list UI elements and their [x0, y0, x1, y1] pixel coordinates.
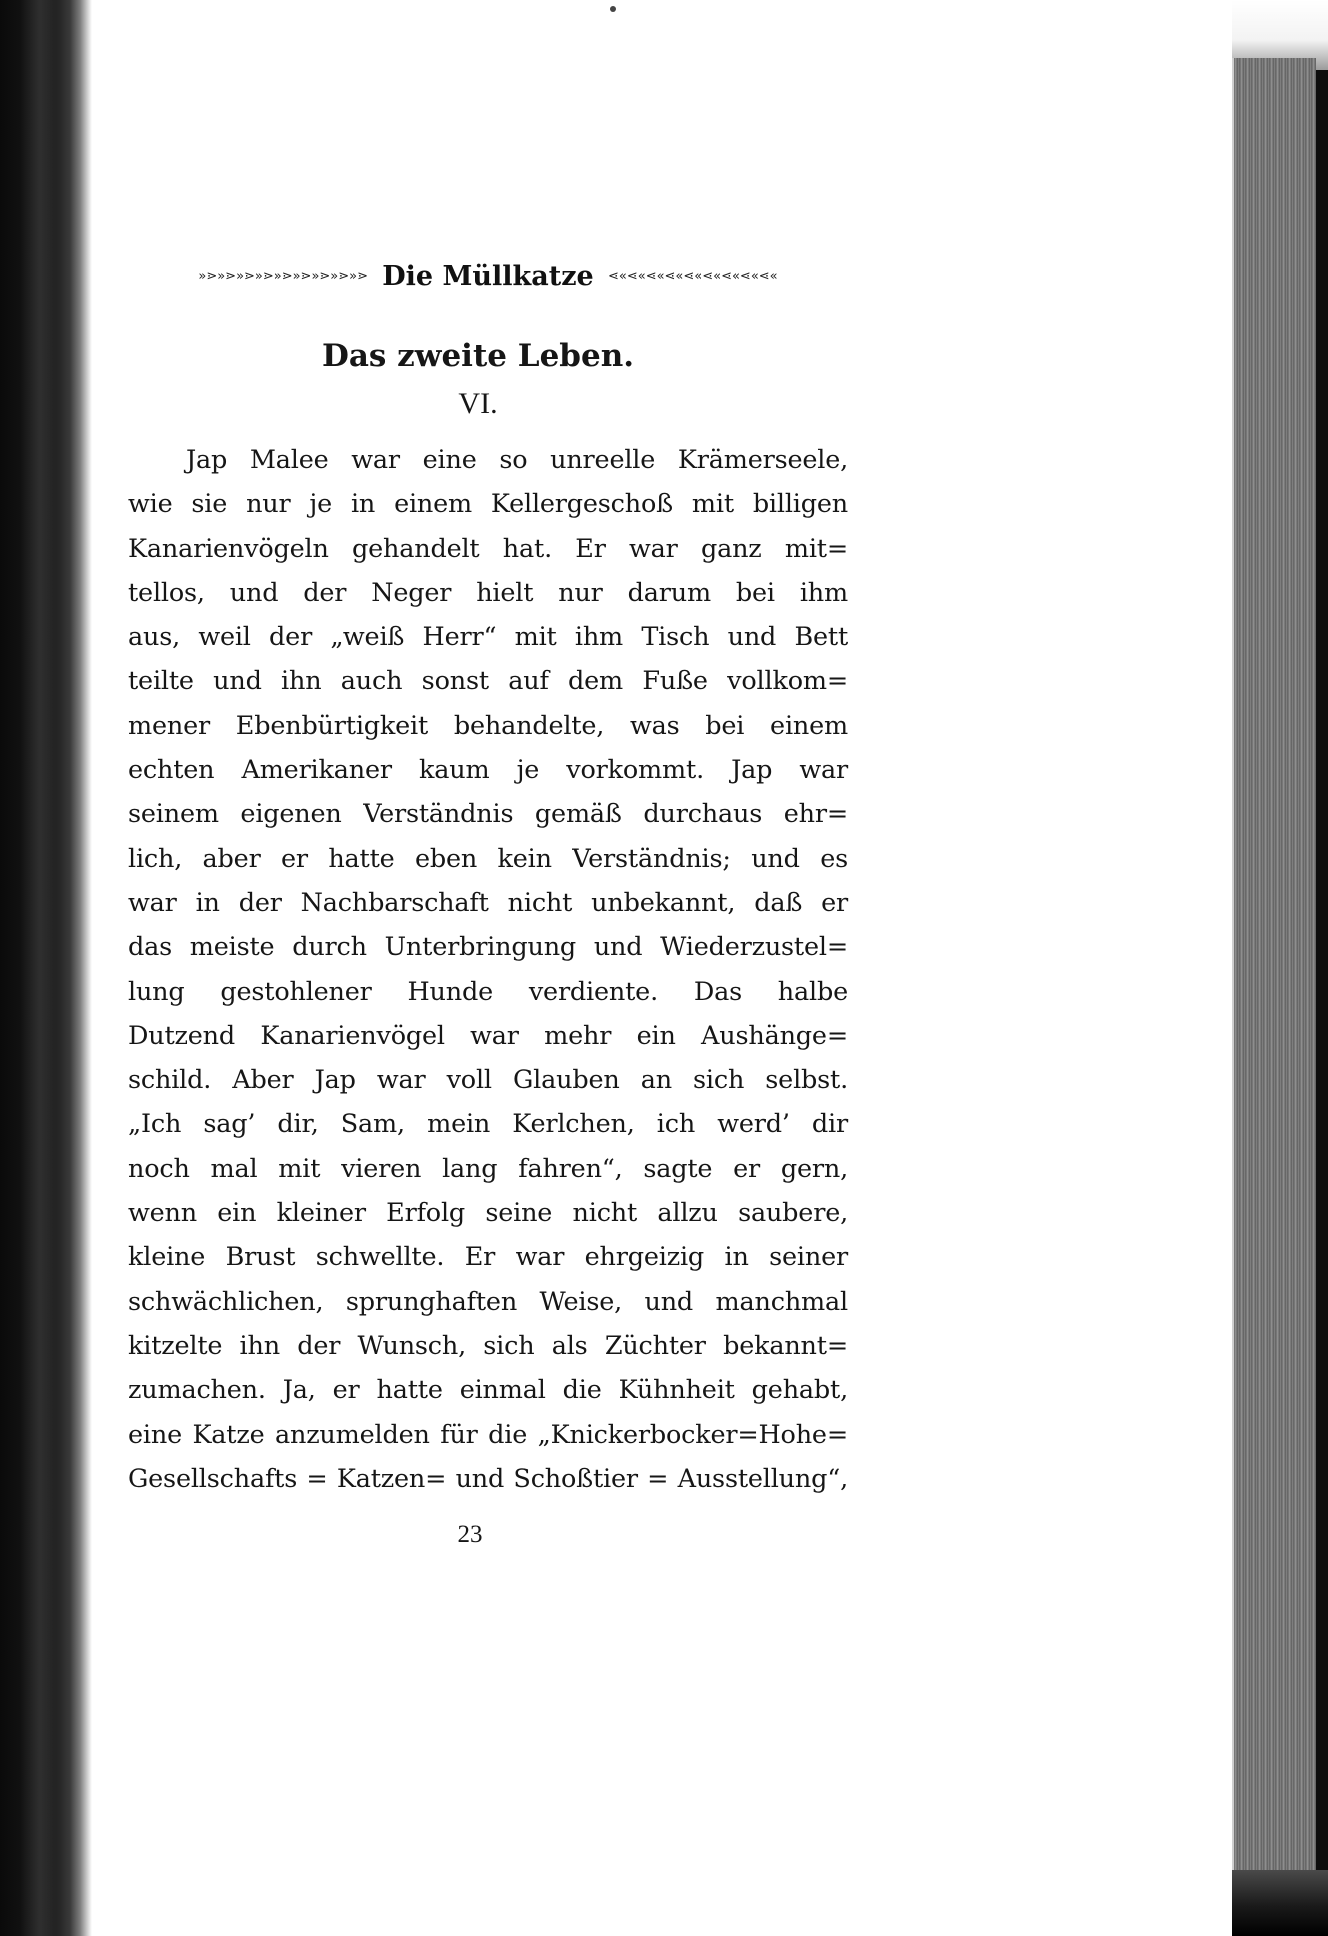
text-line: Dutzend Kanarienvögel war mehr ein Aushänge=	[128, 1020, 848, 1051]
text-line: schild. Aber Jap war voll Glauben an sich selbst.	[128, 1065, 848, 1096]
running-head-title: Die Müllkatze	[382, 260, 594, 292]
text-line: „Ich sag’ dir, Sam, mein Kerlchen, ich werd’ dir	[128, 1109, 848, 1140]
binding-gutter	[20, 0, 60, 1936]
text-line: war in der Nachbarschaft nicht unbekannt, daß er	[128, 887, 848, 918]
page-number: 23	[457, 1521, 483, 1549]
text-line: aus, weil der „weiß Herr“ mit ihm Tisch und Bett	[128, 622, 848, 653]
text-line: wenn ein kleiner Erfolg seine nicht allzu saubere,	[128, 1198, 848, 1229]
text-line: zumachen. Ja, er hatte einmal die Kühnheit gehabt,	[128, 1375, 848, 1406]
running-head	[128, 256, 848, 296]
text-line: das meiste durch Unterbringung und Wiederzustel=	[128, 932, 848, 963]
text-line: tellos, und der Neger hielt nur darum bei ihm	[128, 577, 848, 608]
text-line: lung gestohlener Hunde verdiente. Das halbe	[128, 976, 848, 1007]
running-head-ornament-left: »⋗»⋗»⋗»⋗»⋗»⋗»⋗»⋗»⋗	[198, 268, 368, 284]
page-edge-leaves	[1232, 58, 1316, 1878]
text-line: noch mal mit vieren lang fahren“, sagte er gern,	[128, 1153, 848, 1184]
page-edge-stack	[1232, 0, 1328, 1936]
left-binding-shadow	[0, 0, 92, 1936]
text-line: Jap Malee war eine so unreelle Krämerseele,	[186, 445, 848, 475]
text-line: schwächlichen, sprunghaften Weise, und manchmal	[128, 1286, 848, 1317]
text-line: mener Ebenbürtigkeit behandelte, was bei einem	[128, 710, 848, 741]
page-edge-bottom	[1232, 1870, 1328, 1936]
chapter-number: VI.	[458, 387, 498, 420]
text-line: seinem eigenen Verständnis gemäß durchaus ehr=	[128, 799, 848, 830]
text-line: Kanarienvögeln gehandelt hat. Er war ganz mit=	[128, 533, 848, 564]
text-line: Gesellschafts = Katzen= und Schoßtier = Ausstellung“,	[128, 1463, 848, 1494]
text-line: kleine Brust schwellte. Er war ehrgeizig in seiner	[128, 1242, 848, 1273]
text-line: echten Amerikaner kaum je vorkommt. Jap war	[128, 755, 848, 786]
running-head-ornament-right: ⋖«⋖«⋖«⋖«⋖«⋖«⋖«⋖«⋖«	[608, 268, 778, 284]
text-line: eine Katze anzumelden für die „Knickerbocker=Hohe=	[128, 1419, 848, 1450]
scan-speck	[610, 6, 616, 12]
text-line: teilte und ihn auch sonst auf dem Fuße vollkom=	[128, 666, 848, 697]
body-text	[128, 438, 848, 1501]
text-line: wie sie nur je in einem Kellergeschoß mit billigen	[128, 489, 848, 520]
text-line: kitzelte ihn der Wunsch, sich als Züchter bekannt=	[128, 1330, 848, 1361]
chapter-title: Das zweite Leben.	[321, 338, 635, 374]
text-line: lich, aber er hatte eben kein Verständnis; und es	[128, 843, 848, 874]
page-text-block	[128, 256, 848, 1555]
